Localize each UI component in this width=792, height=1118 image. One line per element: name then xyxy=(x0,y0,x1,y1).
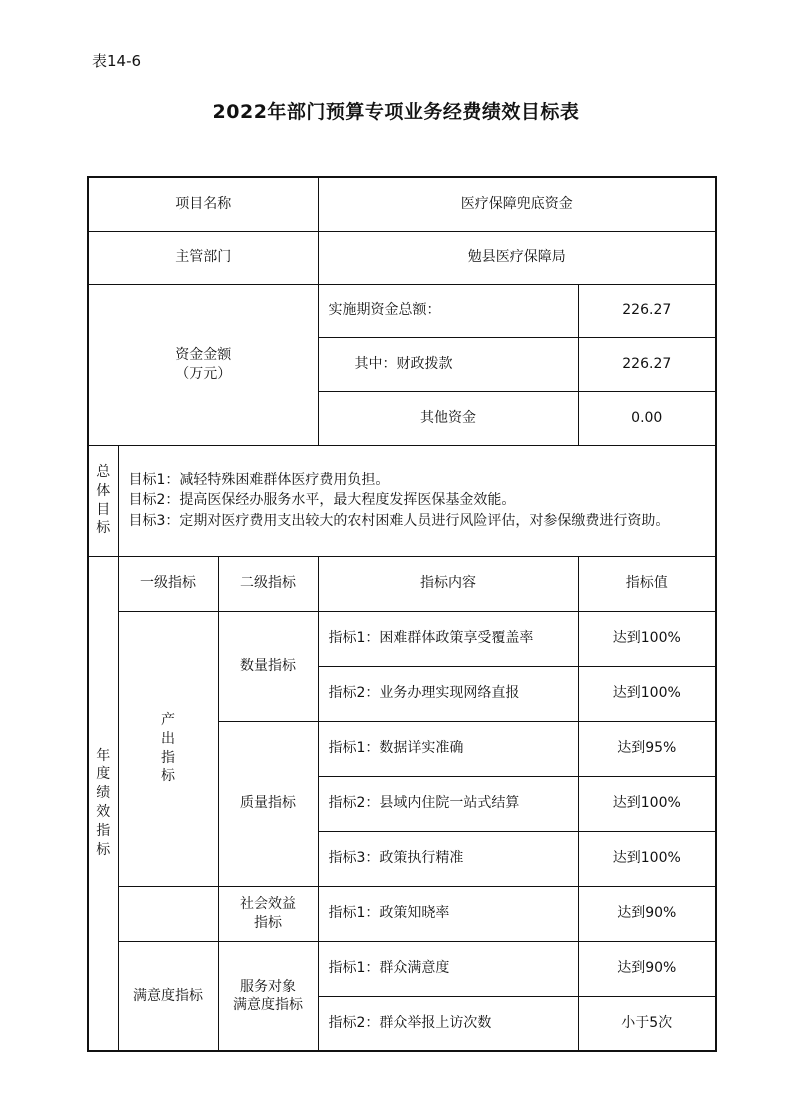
indicator-content: 指标2：县域内住院一站式结算 xyxy=(318,776,578,831)
funds-label-cell xyxy=(88,284,318,445)
project-name-value: 医疗保障兜底资金 xyxy=(318,177,716,231)
funds-fiscal-value: 226.27 xyxy=(578,337,716,391)
indicator-value: 达到100% xyxy=(578,666,716,721)
indicator-content: 指标3：政策执行精准 xyxy=(318,831,578,886)
project-name-label: 项目名称 xyxy=(88,177,318,231)
indicator-value: 达到100% xyxy=(578,831,716,886)
goal-3: 目标3：定期对医疗费用支出较大的农村困难人员进行风险评估，对参保缴费进行资助。 xyxy=(128,512,670,529)
indicator-value: 达到100% xyxy=(578,776,716,831)
annual-header-row xyxy=(88,556,716,611)
indicator-content: 指标1：群众满意度 xyxy=(318,941,578,996)
project-name-row xyxy=(88,177,716,231)
quantity-indicators-label: 数量指标 xyxy=(218,611,318,721)
indicator-content: 指标1：数据详实准确 xyxy=(318,721,578,776)
indicator-content: 指标2：群众举报上访次数 xyxy=(318,996,578,1051)
funds-total-row xyxy=(88,284,716,337)
header-level1: 一级指标 xyxy=(118,556,218,611)
funds-label: 资金金额 xyxy=(175,347,232,364)
department-label: 主管部门 xyxy=(88,231,318,284)
output-indicators-label: 产 出 指 标 xyxy=(118,611,218,886)
quality-indicators-label: 质量指标 xyxy=(218,721,318,886)
social-benefit-indicators-label: 社会效益 指标 xyxy=(218,886,318,941)
overall-goals-row xyxy=(88,445,716,556)
table-row xyxy=(88,886,716,941)
goal-1: 目标1：减轻特殊困难群体医疗费用负担。 xyxy=(128,472,390,489)
overall-goals-label: 总 体 目 标 xyxy=(88,445,118,556)
empty-level1-cell xyxy=(118,886,218,941)
funds-total-value: 226.27 xyxy=(578,284,716,337)
indicator-content: 指标1：政策知晓率 xyxy=(318,886,578,941)
header-content: 指标内容 xyxy=(318,556,578,611)
funds-total-label: 实施期资金总额： xyxy=(318,284,578,337)
header-level2: 二级指标 xyxy=(218,556,318,611)
department-value: 勉县医疗保障局 xyxy=(318,231,716,284)
funds-fiscal-label: 其中：财政拨款 xyxy=(318,337,578,391)
indicator-value: 达到90% xyxy=(578,941,716,996)
department-row xyxy=(88,231,716,284)
service-satisfaction-label: 服务对象 满意度指标 xyxy=(218,941,318,1051)
annual-indicators-label: 年 度 绩 效 指 标 xyxy=(88,556,118,1051)
goal-2: 目标2：提高医保经办服务水平，最大程度发挥医保基金效能。 xyxy=(128,492,516,509)
indicator-content: 指标2：业务办理实现网络直报 xyxy=(318,666,578,721)
indicator-content: 指标1：困难群体政策享受覆盖率 xyxy=(318,611,578,666)
table-row xyxy=(88,941,716,996)
indicator-value: 达到95% xyxy=(578,721,716,776)
header-value: 指标值 xyxy=(578,556,716,611)
page-title: 2022年部门预算专项业务经费绩效目标表 xyxy=(212,101,580,123)
table-row xyxy=(88,611,716,666)
performance-target-table xyxy=(87,176,717,1052)
satisfaction-indicators-label: 满意度指标 xyxy=(118,941,218,1051)
indicator-value: 达到100% xyxy=(578,611,716,666)
indicator-value: 达到90% xyxy=(578,886,716,941)
funds-other-label: 其他资金 xyxy=(318,391,578,445)
table-number: 表14-6 xyxy=(92,52,142,70)
funds-unit: （万元） xyxy=(175,365,232,382)
indicator-value: 小于5次 xyxy=(578,996,716,1051)
funds-other-value: 0.00 xyxy=(578,391,716,445)
overall-goals-text xyxy=(118,445,716,556)
